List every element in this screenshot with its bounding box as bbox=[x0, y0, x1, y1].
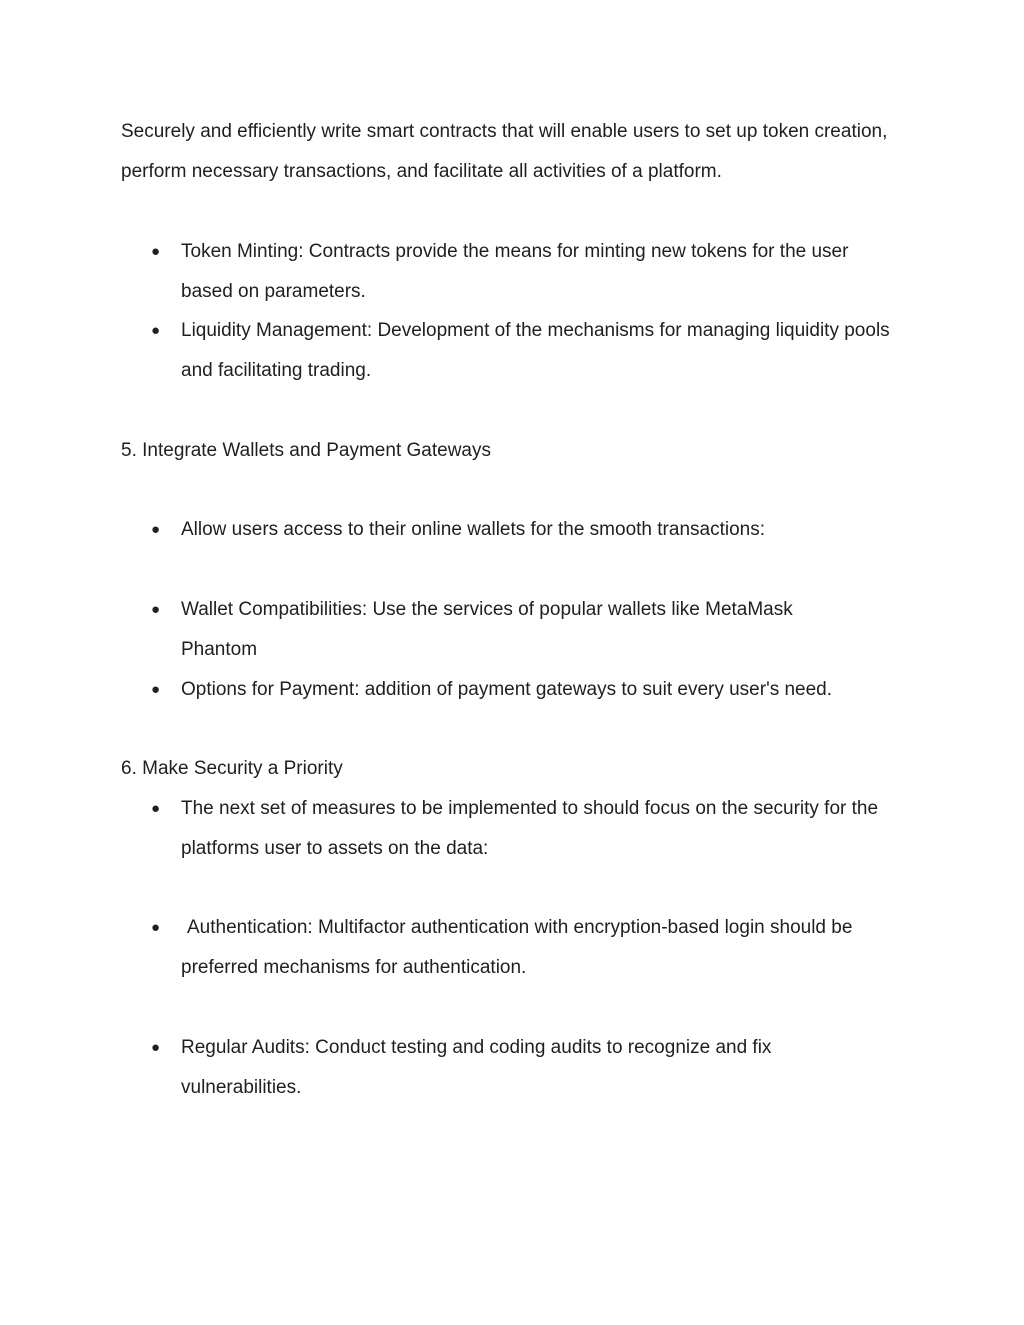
section-6-heading: 6. Make Security a Priority bbox=[121, 758, 343, 779]
list-item-text: Options for Payment: addition of payment gateways to suit every user's need. bbox=[181, 679, 833, 700]
intro-paragraph: Securely and efficiently write smart contracts that will enable users to set up token creation, perform necessary transactions, and facilitate all activities of a platform. bbox=[121, 121, 888, 182]
section-5-heading: 5. Integrate Wallets and Payment Gateways bbox=[121, 440, 491, 461]
bullet-icon: ● bbox=[151, 681, 161, 698]
list-item-text: Token Minting: Contracts provide the means for minting new tokens for the user based on parameters. bbox=[181, 241, 849, 302]
list-item-text: Allow users access to their online wallets for the smooth transactions: bbox=[181, 519, 765, 540]
list-item-text: The next set of measures to be implemented to should focus on the security for the platforms user to assets on the data: bbox=[181, 798, 879, 859]
bullet-icon: ● bbox=[151, 1039, 161, 1056]
bullet-icon: ● bbox=[151, 243, 161, 260]
bullet-icon: ● bbox=[151, 919, 161, 936]
bullet-icon: ● bbox=[151, 601, 161, 618]
bullet-icon: ● bbox=[151, 521, 161, 538]
bullet-icon: ● bbox=[151, 322, 161, 339]
list-item-text: Regular Audits: Conduct testing and coding audits to recognize and fix vulnerabilities. bbox=[181, 1037, 772, 1098]
list-item-text: Wallet Compatibilities: Use the services of popular wallets like MetaMask Phantom bbox=[181, 599, 793, 660]
list-item-text: Authentication: Multifactor authentication with encryption-based login should be preferred mechanisms for authentication. bbox=[181, 917, 853, 978]
list-item-text: Liquidity Management: Development of the mechanisms for managing liquidity pools and facilitating trading. bbox=[181, 320, 890, 381]
bullet-icon: ● bbox=[151, 800, 161, 817]
